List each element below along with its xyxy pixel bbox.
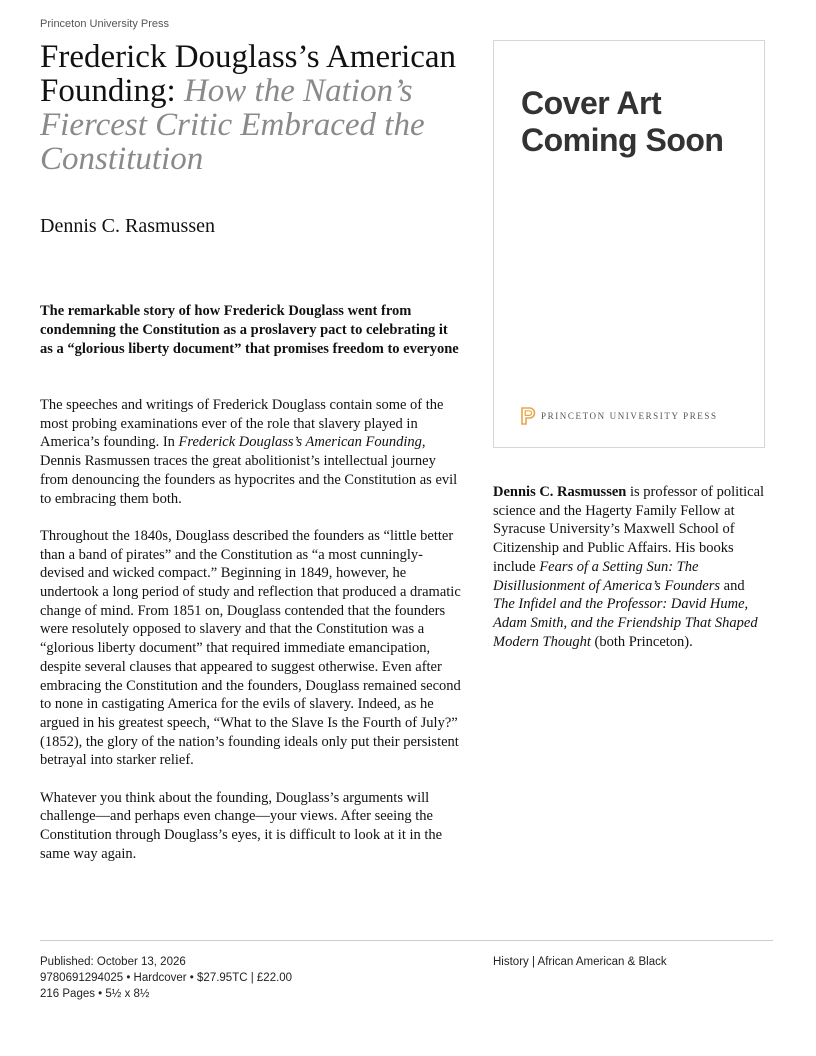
publication-details: [40, 954, 292, 1002]
author-bio: [493, 483, 768, 651]
description-paragraph-1: [40, 396, 465, 508]
bio-text-b: and: [720, 577, 745, 594]
description-paragraph-3: Whatever you think about the founding, Douglass’s arguments will challenge—and perhaps even change—your views. After seeing the Constitution through Douglass’s eyes, it is difficult to look at it in the same way again.: [40, 789, 443, 862]
logo-wordmark: PRINCETON UNIVERSITY PRESS: [541, 411, 718, 421]
cover-text-line-1: Cover Art: [521, 85, 662, 121]
bio-book-2: The Infidel and the Professor: David Hume, Adam Smith, and the Friendship That Shaped Modern Thought: [493, 596, 758, 650]
bio-book-1: Fears of a Setting Sun: The Disillusionment of America’s Founders: [493, 558, 721, 594]
description-p1-b: , Dennis Rasmussen traces the great abolitionist’s intellectual journey from denouncing the founders as hypocrites and the Constitution as evil to embracing them both.: [40, 434, 458, 507]
book-author: Dennis C. Rasmussen: [40, 215, 215, 237]
bio-author-name: Dennis C. Rasmussen: [493, 484, 627, 500]
description-p1-a: The speeches and writings of Frederick Douglass contain some of the most probing examinations ever of the role that slavery played in America’s founding. In: [40, 397, 444, 451]
bio-text-a: is professor of political science and the Hagerty Family Fellow at Syracuse University’s Maxwell School of Citizenship and Public Affairs. His books include: [493, 484, 765, 575]
lead-summary: The remarkable story of how Frederick Douglass went from condemning the Constitution as a proslavery pact to celebrating it as a “glorious liberty document” that promises freedom to everyone: [40, 303, 459, 357]
isbn-format-price: 9780691294025 • Hardcover • $27.95TC | £22.00: [40, 972, 293, 984]
cover-placeholder: [493, 40, 765, 448]
cover-text-line-2: Coming Soon: [521, 122, 724, 158]
book-title: [40, 40, 470, 176]
description-p1-title: Frederick Douglass’s American Founding: [178, 434, 422, 451]
subject-categories: History | African American & Black: [493, 956, 667, 968]
bio-text-c: (both Princeton).: [590, 633, 693, 650]
description-paragraph-2: Throughout the 1840s, Douglass described the founders as “little better than a band of pirates” and the Constitution as “a most cunningly-devised and wicked compact.” Beginning in 1849, however, he undertook a long period of study and reflection that produced a dramatic change of mind. From 1851 on, Douglass contended that the founders were resolutely opposed to slavery and that the Constitution was a “glorious liberty document” that required immediate emancipation, despite several clauses that appeared to suggest otherwise. Even after embracing the Constitution and the founders, Douglass remained second to none in castigating America for the evils of slavery. Indeed, as he argued in his greatest speech, “What to the Slave Is the Fourth of July?” (1852), the glory of the nation’s founding ideals only put their persistent betrayal into starker relief.: [40, 527, 461, 769]
cover-placeholder-text: [521, 85, 761, 159]
footer-divider: [40, 940, 773, 941]
publisher-logo: [521, 407, 718, 425]
book-subtitle: How the Nation’s Fiercest Critic Embraced the Constitution: [40, 73, 425, 177]
book-title-main: Frederick Douglass’s American Founding:: [40, 39, 457, 109]
publisher-name: Princeton University Press: [40, 18, 169, 30]
princeton-p-logo-icon: [521, 407, 536, 425]
publish-date: Published: October 13, 2026: [40, 956, 186, 968]
page-count-trim: 216 Pages • 5½ x 8½: [40, 988, 150, 1000]
book-description: [40, 396, 465, 882]
